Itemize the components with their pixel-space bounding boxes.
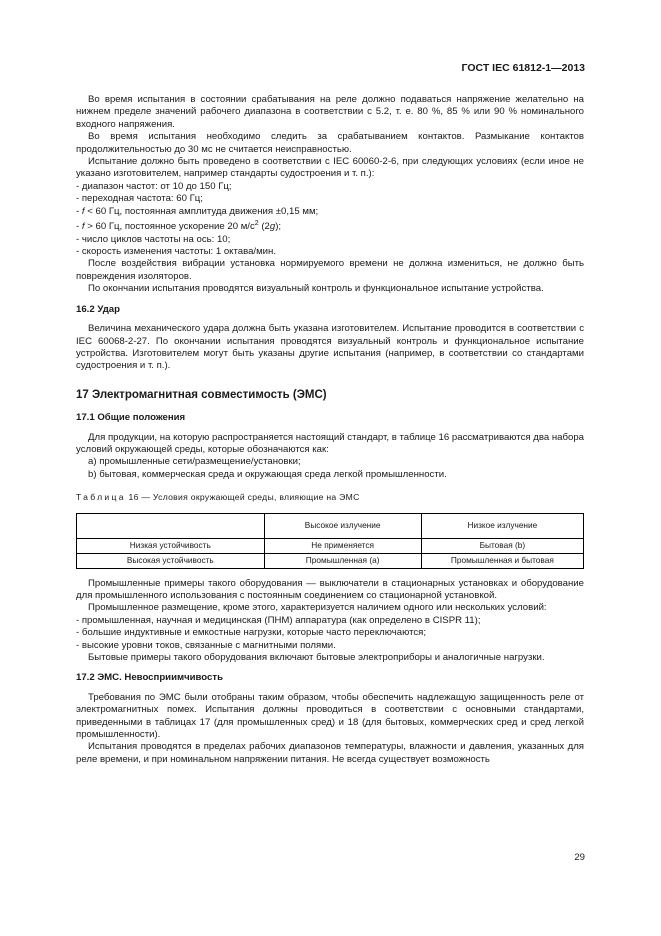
paragraph: Промышленные примеры такого оборудования — выключатели в стационарных установках и оборудование для промышленного использования с постоянным соединением со стационарной установкой. <box>76 577 584 601</box>
section-heading-17: 17 Электромагнитная совместимость (ЭМС) <box>76 388 327 401</box>
paragraph: Величина механического удара должна быть указана изготовителем. Испытание проводится в соответствии с IEC 60068-2-27. По окончании испытания проводятся визуальный контроль и функциональное испытание устройства. Изготовителем могут быть указаны другие испытания (например, в соответствии со стандартами судостроения и т. п.). <box>76 323 584 372</box>
list-item: a) промышленные сети/размещение/установки; <box>88 456 301 468</box>
table-cell: Промышленная и бытовая <box>421 553 583 568</box>
paragraph: Промышленное размещение, кроме этого, характеризуется наличием одного или нескольких условий: <box>88 602 547 614</box>
list-item: - диапазон частот: от 10 до 150 Гц; <box>76 180 232 192</box>
table-row <box>77 538 584 553</box>
paragraph: Для продукции, на которую распространяется настоящий стандарт, в таблице 16 рассматриваются два набора условий окружающей среды, которые обозначаются как: <box>76 431 584 455</box>
list-item: b) бытовая, коммерческая среда и окружающая среда легкой промышленности. <box>88 468 447 480</box>
paragraph: Требования по ЭМС были отобраны таким образом, чтобы обеспечить надлежащую защищенность реле от электромагнитных помех. Испытания должны проводиться в соответствии с основными стандартами, приведенными в таблицах 17 (для промышленных сред) и 18 (для бытовых, коммерческих сред и сред легкой промышленности). <box>76 691 584 741</box>
paragraph: Во время испытания в состоянии срабатывания на реле должно подаваться напряжение желательно на нижнем пределе значений рабочего диапазона в соответствии с 5.2, т. е. 80 %, 85 % или 90 % номинального входного напряжения. <box>76 94 584 130</box>
table-header-cell: Низкое излучение <box>421 513 583 538</box>
subsection-heading-17-2: 17.2 ЭМС. Невосприимчивость <box>76 672 223 684</box>
paragraph: Испытание должно быть проведено в соответствии с IEC 60060-2-6, при следующих условиях (если иное не указано изготовителем, например стандарты судостроения и т. п.): <box>76 156 584 180</box>
dash: - <box>76 221 82 233</box>
table-header-cell <box>77 513 265 538</box>
emc-conditions-table <box>76 513 584 569</box>
list-item: - переходная частота: 60 Гц; <box>76 193 203 205</box>
frequency-symbol: f <box>81 205 85 217</box>
list-item: - скорость изменения частоты: 1 октава/мин. <box>76 246 276 258</box>
table-caption-text: 16 — Условия окружающей среды, влияющие на ЭМС <box>125 492 360 503</box>
list-item-text: ); <box>275 221 282 233</box>
paragraph: По окончании испытания проводятся визуальный контроль и функциональное испытание устройства. <box>88 283 544 295</box>
document-header: ГОСТ IEC 61812-1—2013 <box>461 62 585 74</box>
table-row <box>77 553 584 568</box>
table-cell: Низкая устойчивость <box>77 538 265 553</box>
table-cell: Высокая устойчивость <box>77 553 265 568</box>
table-caption <box>76 491 584 503</box>
table-caption-word: Таблица <box>76 492 126 503</box>
table-cell: Промышленная (a) <box>264 553 421 568</box>
table-header-cell: Высокое излучение <box>264 513 421 538</box>
frequency-symbol: f <box>81 221 85 233</box>
paragraph: Бытовые примеры такого оборудования включают бытовые электроприборы и аналогичные нагрузки. <box>88 652 545 663</box>
paragraph: Во время испытания необходимо следить за срабатыванием контактов. Размыкание контактов продолжительностью до 30 мс не считается неисправностью. <box>76 131 584 155</box>
list-item-text: (2 <box>258 221 270 233</box>
vibration-conditions-list <box>76 181 584 259</box>
page-content <box>76 94 584 766</box>
list-item <box>76 206 584 218</box>
page-number: 29 <box>574 852 585 863</box>
table-header-row <box>77 513 584 538</box>
gravity-symbol: g <box>269 221 276 233</box>
table-cell: Не применяется <box>264 538 421 553</box>
list-item-text: < 60 Гц, постоянная амплитуда движения ±0,15 мм; <box>84 205 319 217</box>
list-item <box>76 218 584 234</box>
list-item: - промышленная, научная и медицинская (ПНМ) аппаратура (как определено в CISPR 11); <box>76 614 481 626</box>
list-item: - высокие уровни токов, связанные с магнитными полями. <box>76 639 336 651</box>
list-item: - число циклов частоты на ось: 10; <box>76 233 231 245</box>
subsection-heading-17-1: 17.1 Общие положения <box>76 412 186 424</box>
list-item: - большие индуктивные и емкостные нагрузки, которые часто переключаются; <box>76 627 427 639</box>
superscript: 2 <box>254 220 259 228</box>
paragraph: После воздействия вибрации установка нормируемого времени не должна измениться, не должно быть повреждения изоляторов. <box>76 258 584 282</box>
dash: - <box>76 205 82 217</box>
subsection-heading-16-2: 16.2 Удар <box>76 303 120 315</box>
paragraph: Испытания проводятся в пределах рабочих диапазонов температуры, влажности и давления, указанных для реле времени, и при номинальном напряжении питания. Не всегда существует возможность <box>76 741 584 765</box>
table-cell: Бытовая (b) <box>421 538 583 553</box>
list-item-text: > 60 Гц, постоянное ускорение 20 м/с <box>84 221 255 233</box>
